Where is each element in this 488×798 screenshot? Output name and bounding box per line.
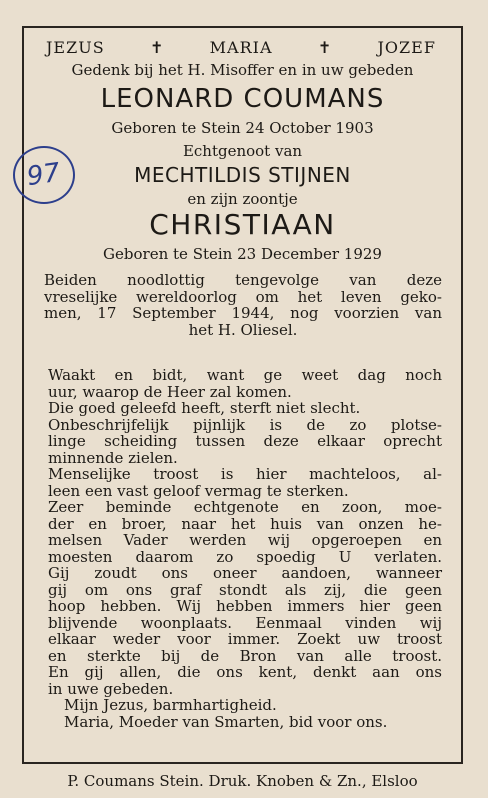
son-name: CHRISTIAAN	[149, 208, 336, 241]
text-line: minnende zielen.	[48, 448, 178, 467]
text-line: het H. Oliesel.	[188, 320, 298, 339]
text-line: leen een vast geloof vermag te sterken.	[48, 481, 349, 500]
spouse-intro: Echtgenoot van	[182, 142, 303, 160]
text-line: Mijn Jezus, barmhartigheid.	[64, 696, 277, 714]
son-intro: en zijn zoontje	[187, 190, 298, 208]
prayer-paragraph	[48, 367, 442, 730]
text-line: elkaar weder voor immer. Zoekt uw troost	[48, 630, 442, 648]
text-line: en sterkte bij de Bron van alle troost.	[48, 646, 442, 665]
text-line: melsen Vader werden wij opgeroepen en	[48, 531, 442, 549]
death-paragraph	[44, 272, 442, 338]
cross-icon: ✝	[317, 37, 333, 57]
text-line: Gij zoudt ons oneer aandoen, wanneer	[48, 564, 442, 582]
text-line: Zeer beminde echtgenote en zoon, moe-	[48, 498, 442, 516]
header-jezus: JEZUS	[46, 37, 105, 57]
text-line: uur, waarop de Heer zal komen.	[48, 382, 292, 401]
header-maria: MARIA	[209, 37, 273, 57]
text-line: Onbeschrijfelijk pijnlijk is de zo plotse-	[48, 415, 442, 434]
text-line: linge scheiding tussen deze elkaar oprecht	[48, 432, 442, 450]
text-line: vreselijke wereldoorlog om het leven gekо-	[44, 287, 442, 306]
text-line: En gij allen, die ons kent, denkt aan ons	[48, 663, 442, 681]
text-line: hoop hebben. Wij hebben immers hier geen	[48, 597, 442, 615]
header-jozef: JOZEF	[377, 37, 436, 57]
header-row	[46, 36, 436, 58]
cross-icon: ✝	[149, 37, 165, 57]
text-line: Waakt en bidt, want ge weet dag noch	[48, 366, 442, 384]
text-line: gij om ons graf stondt als zij, die geen	[48, 580, 442, 599]
text-line: men, 17 September 1944, nog voorzien van	[44, 304, 442, 322]
stamp-number: 97	[25, 157, 63, 193]
text-line: blijvende woonplaats. Eenmaal vinden wij	[48, 613, 442, 632]
birth-line-1: Geboren te Stein 24 October 1903	[111, 119, 374, 137]
text-line: Menselijke troost is hier machteloos, al-	[48, 465, 442, 483]
text-line: in uwe gebeden.	[48, 679, 174, 698]
text-line: Maria, Moeder van Smarten, bid voor ons.	[64, 712, 388, 731]
deceased-name: LEONARD COUMANS	[100, 84, 385, 114]
gedenk-line: Gedenk bij het H. Misoffer en in uw gebeden	[71, 61, 414, 79]
spouse-name: MECHTILDIS STIJNEN	[134, 163, 351, 187]
text-line: Die goed geleefd heeft, sterft niet slecht.	[48, 399, 361, 417]
text-line: der en broer, naar het huis van onzen he-	[48, 514, 442, 533]
birth-line-2: Geboren te Stein 23 December 1929	[103, 245, 382, 263]
text-line: moesten daarom zo spoedig U verlaten.	[48, 547, 442, 566]
printer-footer: P. Coumans Stein. Druk. Knoben & Zn., Elsloo	[67, 772, 418, 790]
text-line: Beiden noodlottig tengevolge van deze	[44, 271, 442, 289]
